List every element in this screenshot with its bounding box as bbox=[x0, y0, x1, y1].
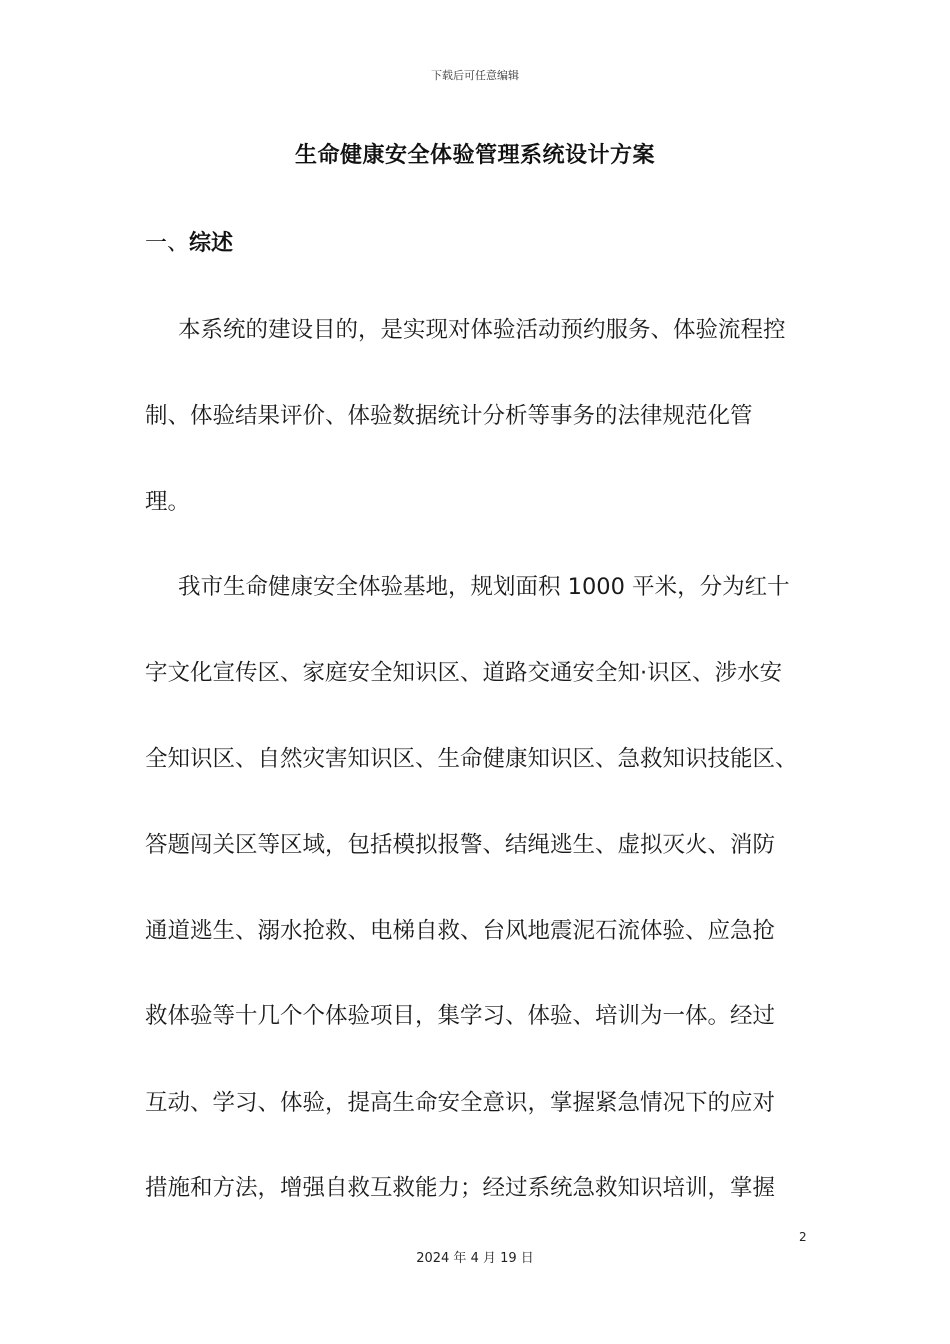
paragraph-line: 措施和方法，增强自救互救能力；经过系统急救知识培训，掌握 bbox=[145, 1175, 776, 1201]
section-number: 一、 bbox=[145, 231, 190, 256]
paragraph-line: 字文化宣传区、家庭安全知识区、道路交通安全知·识区、涉水安 bbox=[145, 660, 783, 686]
paragraph-line: 理。 bbox=[145, 489, 191, 515]
paragraph-line: 通道逃生、溺水抢救、电梯自救、台风地震泥石流体验、应急抢 bbox=[145, 918, 776, 944]
header-note: 下载后可任意编辑 bbox=[431, 69, 519, 82]
paragraph-line: 本系统的建设目的，是实现对体验活动预约服务、体验流程控 bbox=[178, 317, 786, 343]
section-label: 综述 bbox=[189, 231, 234, 256]
section-heading bbox=[145, 226, 233, 257]
footer-date: 2024 年 4 月 19 日 bbox=[416, 1251, 534, 1266]
document-title: 生命健康安全体验管理系统设计方案 bbox=[294, 143, 655, 168]
paragraph-line: 全知识区、自然灾害知识区、生命健康知识区、急救知识技能区、 bbox=[145, 746, 798, 772]
paragraph-line: 答题闯关区等区域，包括模拟报警、结绳逃生、虚拟灭火、消防 bbox=[145, 832, 776, 858]
paragraph-line: 我市生命健康安全体验基地，规划面积 1000 平米，分为红十 bbox=[178, 574, 790, 600]
paragraph-line: 制、体验结果评价、体验数据统计分析等事务的法律规范化管 bbox=[145, 403, 753, 429]
paragraph-line: 救体验等十几个个体验项目，集学习、体验、培训为一体。经过 bbox=[145, 1003, 776, 1029]
paragraph-line: 互动、学习、体验，提高生命安全意识，掌握紧急情况下的应对 bbox=[145, 1090, 776, 1116]
page-number: 2 bbox=[799, 1230, 807, 1244]
